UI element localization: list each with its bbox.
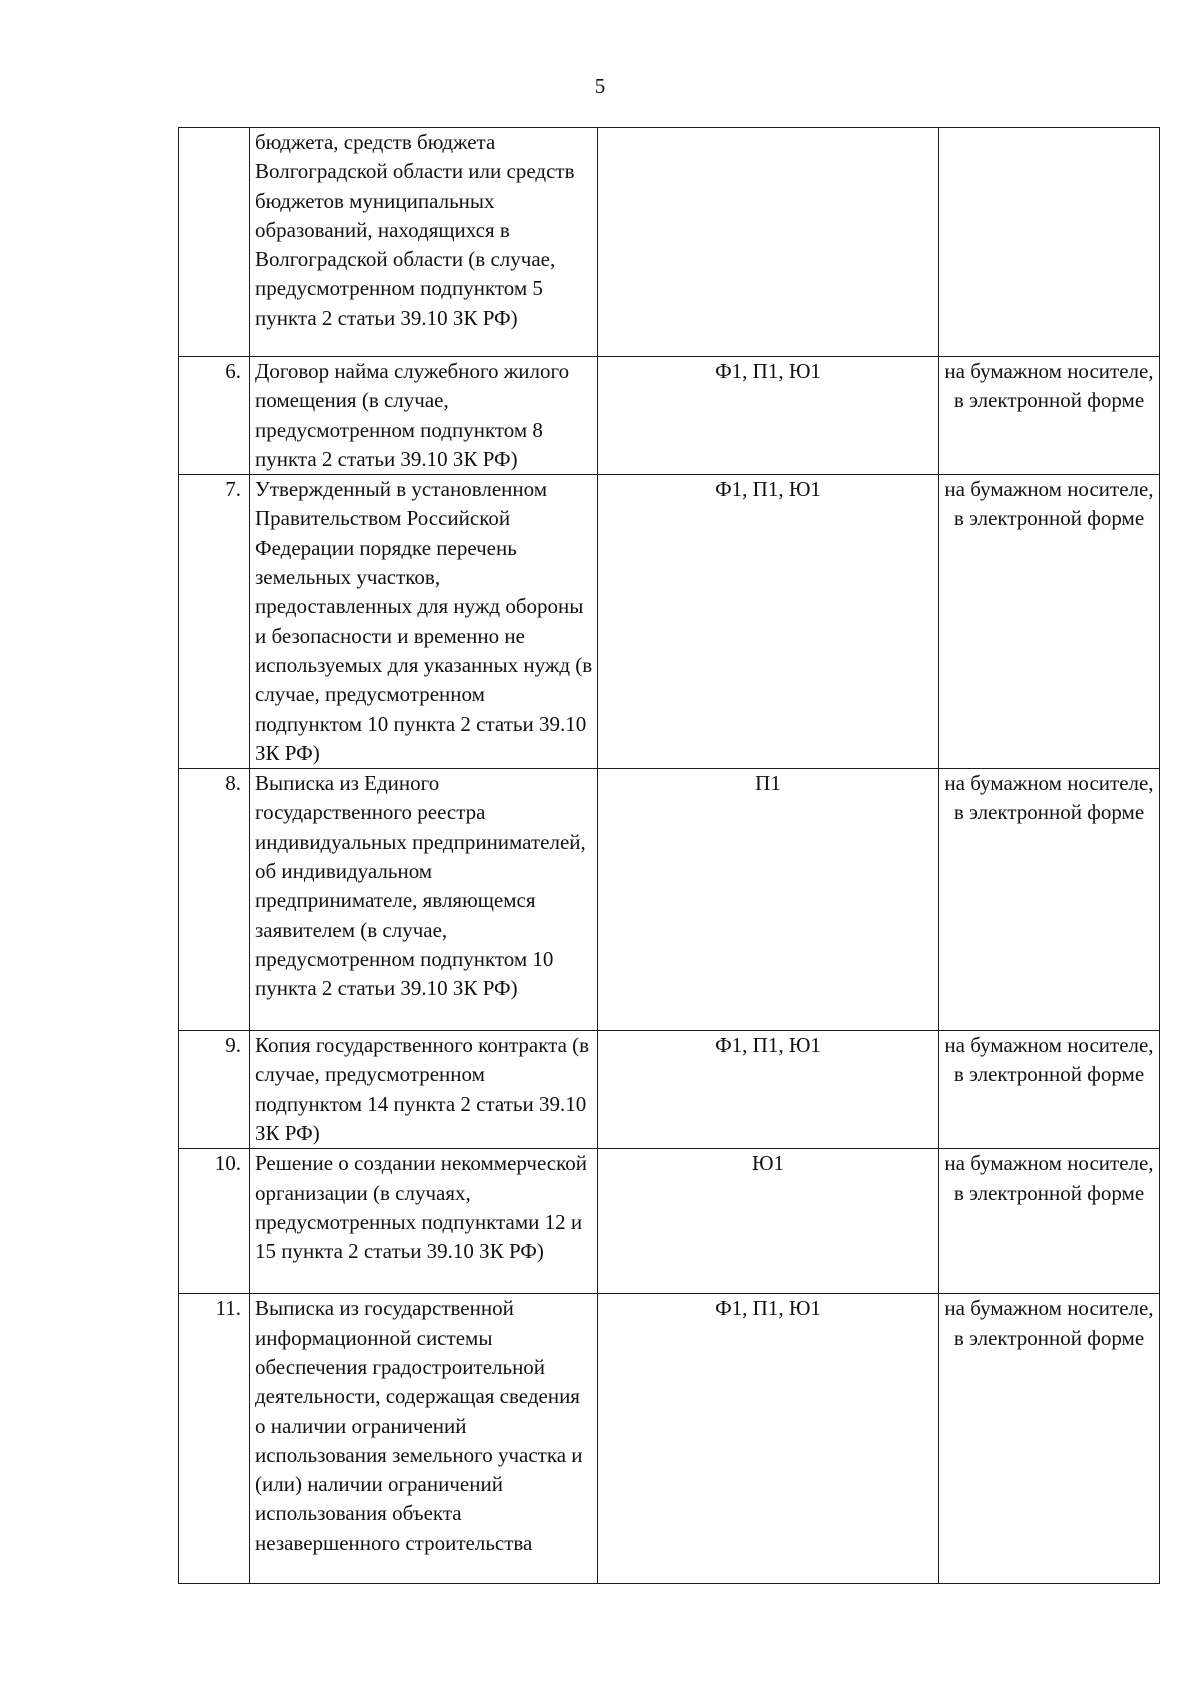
table-row [179,1149,1160,1294]
row-number: 7. [179,475,250,769]
row-number: 11. [179,1294,250,1584]
document-name [250,1149,598,1294]
document-name [250,128,598,357]
submission-form: на бумажном носителе, в электронной форме [939,1031,1160,1149]
document-name [250,1294,598,1584]
applicant-categories: П1 [598,769,939,1031]
document-text: Копия государственного контракта (в случае, предусмотренном подпунктом 14 пункта 2 статьи 39.10 ЗК РФ) [255,1033,590,1146]
row-number [179,128,250,357]
document-name [250,475,598,769]
submission-form [939,128,1160,357]
row-number: 6. [179,357,250,475]
table-row [179,1031,1160,1149]
table-row [179,769,1160,1031]
document-text: Договор найма служебного жилого помещения (в случае, предусмотренном подпунктом 8 пункта 2 статьи 39.10 ЗК РФ) [255,359,570,471]
applicant-categories: Ф1, П1, Ю1 [598,1294,939,1584]
table-row [179,1294,1160,1584]
submission-form: на бумажном носителе, в электронной форме [939,769,1160,1031]
table-row [179,475,1160,769]
document-name [250,769,598,1031]
row-number: 8. [179,769,250,1031]
table-row [179,128,1160,357]
applicant-categories: Ф1, П1, Ю1 [598,475,939,769]
document-text: Выписка из Единого государственного реестра индивидуальных предпринимателей, об индивидуальном предпринимателе, являющемся заявителем (в случае, предусмотренном подпунктом 10 пункта 2 статьи 39.10 ЗК РФ) [255,771,586,1001]
table-row [179,357,1160,475]
document-text: Выписка из государственной информационной системы обеспечения градостроительной деятельности, содержащая сведения о наличии ограничений использования земельного участка и (или) наличии ограничений использования объекта незавершенного строительства [255,1296,583,1555]
applicant-categories: Ф1, П1, Ю1 [598,1031,939,1149]
submission-form: на бумажном носителе, в электронной форме [939,1294,1160,1584]
applicant-categories [598,128,939,357]
document-text: бюджета, средств бюджета Волгоградской области или средств бюджетов муниципальных образований, находящихся в Волгоградской области (в случае, предусмотренном подпунктом 5 пункта 2 статьи 39.10 ЗК РФ) [255,130,575,330]
submission-form: на бумажном носителе, в электронной форме [939,475,1160,769]
document-text: Решение о создании некоммерческой организации (в случаях, предусмотренных подпунктами 12 и 15 пункта 2 статьи 39.10 ЗК РФ) [255,1151,587,1264]
document-text: Утвержденный в установленном Правительством Российской Федерации порядке перечень земельных участков, предоставленных для нужд обороны и безопасности и временно не используемых для указанных нужд (в случае, предусмотренном подпунктом 10 пункта 2 статьи 39.10 ЗК РФ) [255,477,593,765]
applicant-categories: Ю1 [598,1149,939,1294]
row-number: 10. [179,1149,250,1294]
page-number: 5 [594,74,606,98]
document-name [250,1031,598,1149]
submission-form: на бумажном носителе, в электронной форме [939,357,1160,475]
row-number: 9. [179,1031,250,1149]
submission-form: на бумажном носителе, в электронной форме [939,1149,1160,1294]
document-name [250,357,598,475]
applicant-categories: Ф1, П1, Ю1 [598,357,939,475]
documents-table [178,127,1160,1584]
